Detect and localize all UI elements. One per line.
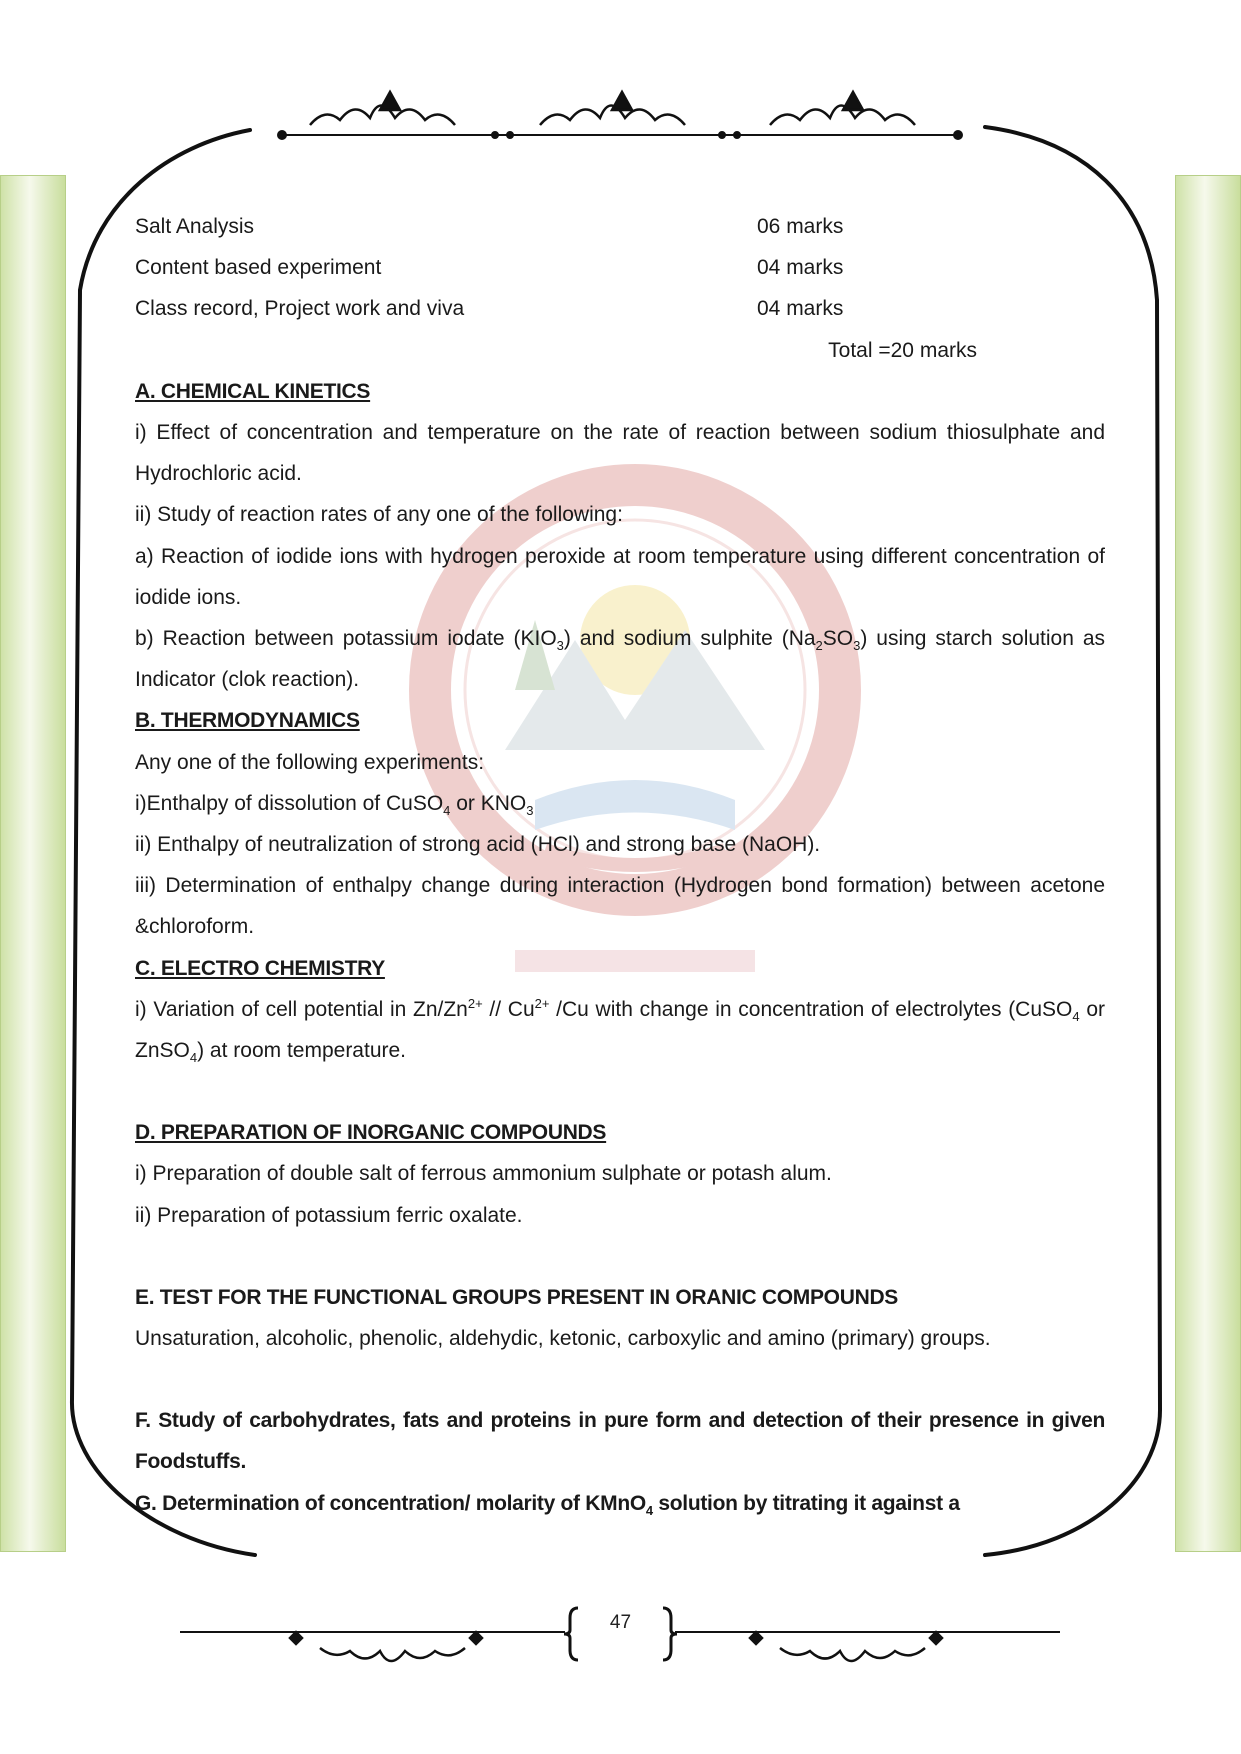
paragraph: Unsaturation, alcoholic, phenolic, aldehydic, ketonic, carboxylic and amino (primary) groups.	[135, 1327, 991, 1351]
paragraph: ii) Enthalpy of neutralization of strong acid (HCl) and strong base (NaOH).	[135, 833, 821, 857]
bottom-ornament-icon	[290, 1632, 942, 1661]
section-heading-a: A. CHEMICAL KINETICS	[135, 379, 371, 403]
paragraph: Any one of the following experiments:	[135, 750, 485, 774]
section-heading-d: D. PREPARATION OF INORGANIC COMPOUNDS	[135, 1121, 607, 1145]
marks-total: Total =20 marks	[828, 338, 977, 362]
paragraph: iii) Determination of enthalpy change during interaction (Hydrogen bond formation) between acetone &chloroform.	[135, 874, 1105, 939]
marks-value: 04 marks	[757, 297, 844, 321]
marks-value: 06 marks	[757, 215, 844, 238]
paragraph: i)Enthalpy of dissolution of CuSO$_4$ or $KNO_3$	[135, 791, 534, 819]
paragraph: ii) Preparation of potassium ferric oxalate.	[135, 1203, 523, 1227]
document-body	[135, 206, 1105, 1524]
page-number: 47	[609, 1612, 632, 1633]
top-ornament-icon	[310, 92, 915, 125]
paragraph: i) Effect of concentration and temperature on the rate of reaction between sodium thiosulphate and Hydrochloric acid.	[135, 421, 1105, 486]
section-heading-e: E. TEST FOR THE FUNCTIONAL GROUPS PRESENT IN ORANIC COMPOUNDS	[135, 1285, 899, 1309]
section-heading-g: G. Determination of concentration/ molarity of KMnO$_4$ solution by titrating it against a	[135, 1491, 960, 1518]
section-heading-f: F. Study of carbohydrates, fats and proteins in pure form and detection of their presence in given Foodstuffs.	[135, 1409, 1105, 1474]
paragraph: a) Reaction of iodide ions with hydrogen peroxide at room temperature using different concentration of iodide ions.	[135, 544, 1105, 609]
marks-row-salt	[135, 206, 1105, 247]
marks-row-content	[135, 247, 1105, 288]
marks-item: Content based experiment	[135, 256, 382, 280]
section-heading-b: B. THERMODYNAMICS	[135, 709, 360, 733]
paragraph: b) Reaction between potassium iodate $(KIO_3)$ and sodium sulphite $(Na_2SO_3)$ using starch solution as Indicator (clok reaction).	[135, 627, 1105, 692]
paragraph: i) Preparation of double salt of ferrous ammonium sulphate or potash alum.	[135, 1162, 832, 1186]
paragraph: ii) Study of reaction rates of any one of the following:	[135, 503, 623, 527]
marks-value: 04 marks	[757, 256, 844, 280]
marks-item: Salt Analysis	[135, 215, 255, 238]
marks-row-record	[135, 288, 1105, 329]
paragraph: i) Variation of cell potential in $Zn/Zn^{2+} // Cu^{2+}$ /Cu with change in concentration of electrolytes (CuSO$_4$ or ZnSO$_4$) at room temperature.	[135, 995, 1105, 1066]
marks-item: Class record, Project work and viva	[135, 297, 465, 321]
section-heading-c: C. ELECTRO CHEMISTRY	[135, 956, 385, 980]
